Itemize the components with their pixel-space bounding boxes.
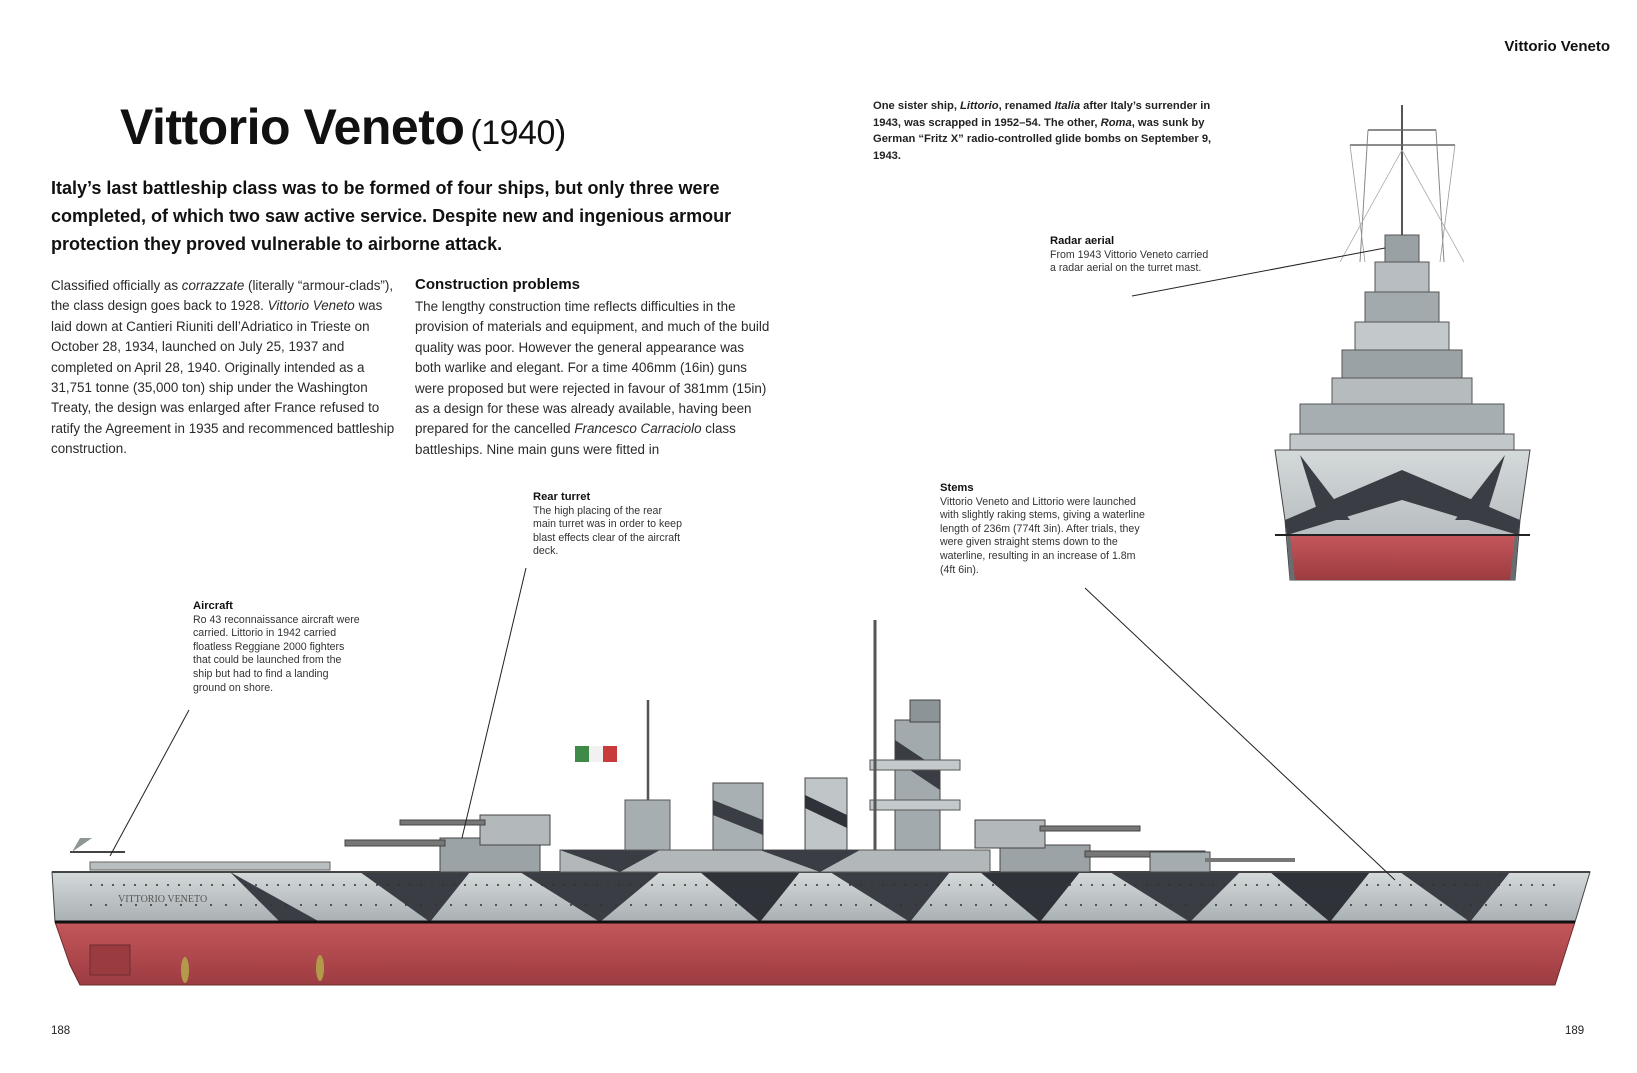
sister-text-3: after Italy’s surrender in 1943, was scrapped in 1952–54. The other, bbox=[873, 100, 1211, 129]
callout-heading: Radar aerial bbox=[1050, 235, 1115, 247]
leader-line-stems bbox=[1085, 588, 1395, 880]
col1-text-2: (literally “armour-clads”), the class design goes back to 1928. bbox=[51, 278, 394, 314]
callout-text: Ro 43 reconnaissance aircraft were carried. Littorio in 1942 carried floatless Reggiane 2000 fighters that could be launched from the ship but had to find a landing ground on shore. bbox=[193, 613, 360, 694]
running-head: Vittorio Veneto bbox=[1504, 38, 1610, 55]
callout-text: From 1943 Vittorio Veneto carried a radar aerial on the turret mast. bbox=[1050, 248, 1209, 275]
col1-text-3: was laid down at Cantieri Riuniti dell’Adriatico in Trieste on October 28, 1934, launched on July 25, 1937 and completed on April 28, 1940. Originally intended as a 31,751 tonne (35,000 ton) ship under the Washington Treaty, the design was enlarged after France refused to ratify the Agreement in 1935 and recommenced battleship construction. bbox=[51, 298, 395, 457]
callout-heading: Stems bbox=[940, 482, 974, 494]
sister-text-4: , was sunk by German “Fritz X” radio-controlled glide bombs on September 9, 1943. bbox=[873, 116, 1212, 162]
lead-paragraph: Italy’s last battleship class was to be formed of four ships, but only three were completed, of which two saw active service. Despite new and ingenious armour protection they proved vulnerable to airborne attack. bbox=[51, 178, 732, 254]
col1-italic-2: Vittorio Veneto bbox=[267, 298, 355, 314]
leader-line-rear-turret bbox=[462, 568, 526, 838]
section-heading: Construction problems bbox=[415, 276, 581, 293]
callout-text: Vittorio Veneto and Littorio were launched with slightly raking stems, giving a waterline length of 236m (774ft 3in). After trials, they were given straight stems down to the waterline, resulting in an increase of 1.8m (4ft 6in). bbox=[940, 495, 1145, 576]
col2-text-2: class battleships. Nine main guns were fitted in bbox=[415, 421, 736, 457]
side-profile-illustration bbox=[52, 620, 1590, 985]
title-year: (1940) bbox=[470, 114, 566, 152]
sister-italic-1: Littorio bbox=[960, 100, 999, 112]
callout-heading: Aircraft bbox=[193, 600, 233, 612]
page-number-left: 188 bbox=[51, 1025, 71, 1037]
title-name: Vittorio Veneto bbox=[120, 99, 465, 155]
col2-text-1: The lengthy construction time reflects difficulties in the provision of materials and equipment, and much of the build quality was poor. However the general appearance was both warlike and elegant. For a time 406mm (16in) guns were proposed but were rejected in favour of 381mm (15in) as a design for these was already available, having been prepared for the cancelled bbox=[415, 299, 770, 437]
bow-view-illustration bbox=[1275, 105, 1530, 580]
callout-text: The high placing of the rear main turret was in order to keep blast effects clear of the aircraft deck. bbox=[533, 504, 682, 558]
leader-line-radar bbox=[1132, 248, 1385, 296]
aircraft-icon bbox=[70, 838, 125, 852]
sister-italic-3: Roma bbox=[1100, 116, 1132, 129]
callout-heading: Rear turret bbox=[533, 491, 591, 503]
hull-name-text: VITTORIO VENETO bbox=[118, 894, 208, 905]
leader-line-aircraft bbox=[110, 710, 189, 856]
col2-italic-1: Francesco Carraciolo bbox=[574, 421, 702, 437]
col1-italic-1: corrazzate bbox=[181, 278, 245, 293]
page-number-right: 189 bbox=[1565, 1025, 1585, 1037]
sister-text-2: , renamed bbox=[998, 100, 1055, 112]
sister-text-1: One sister ship, bbox=[873, 100, 961, 112]
col1-text-1: Classified officially as bbox=[51, 278, 182, 293]
sister-italic-2: Italia bbox=[1054, 100, 1081, 112]
